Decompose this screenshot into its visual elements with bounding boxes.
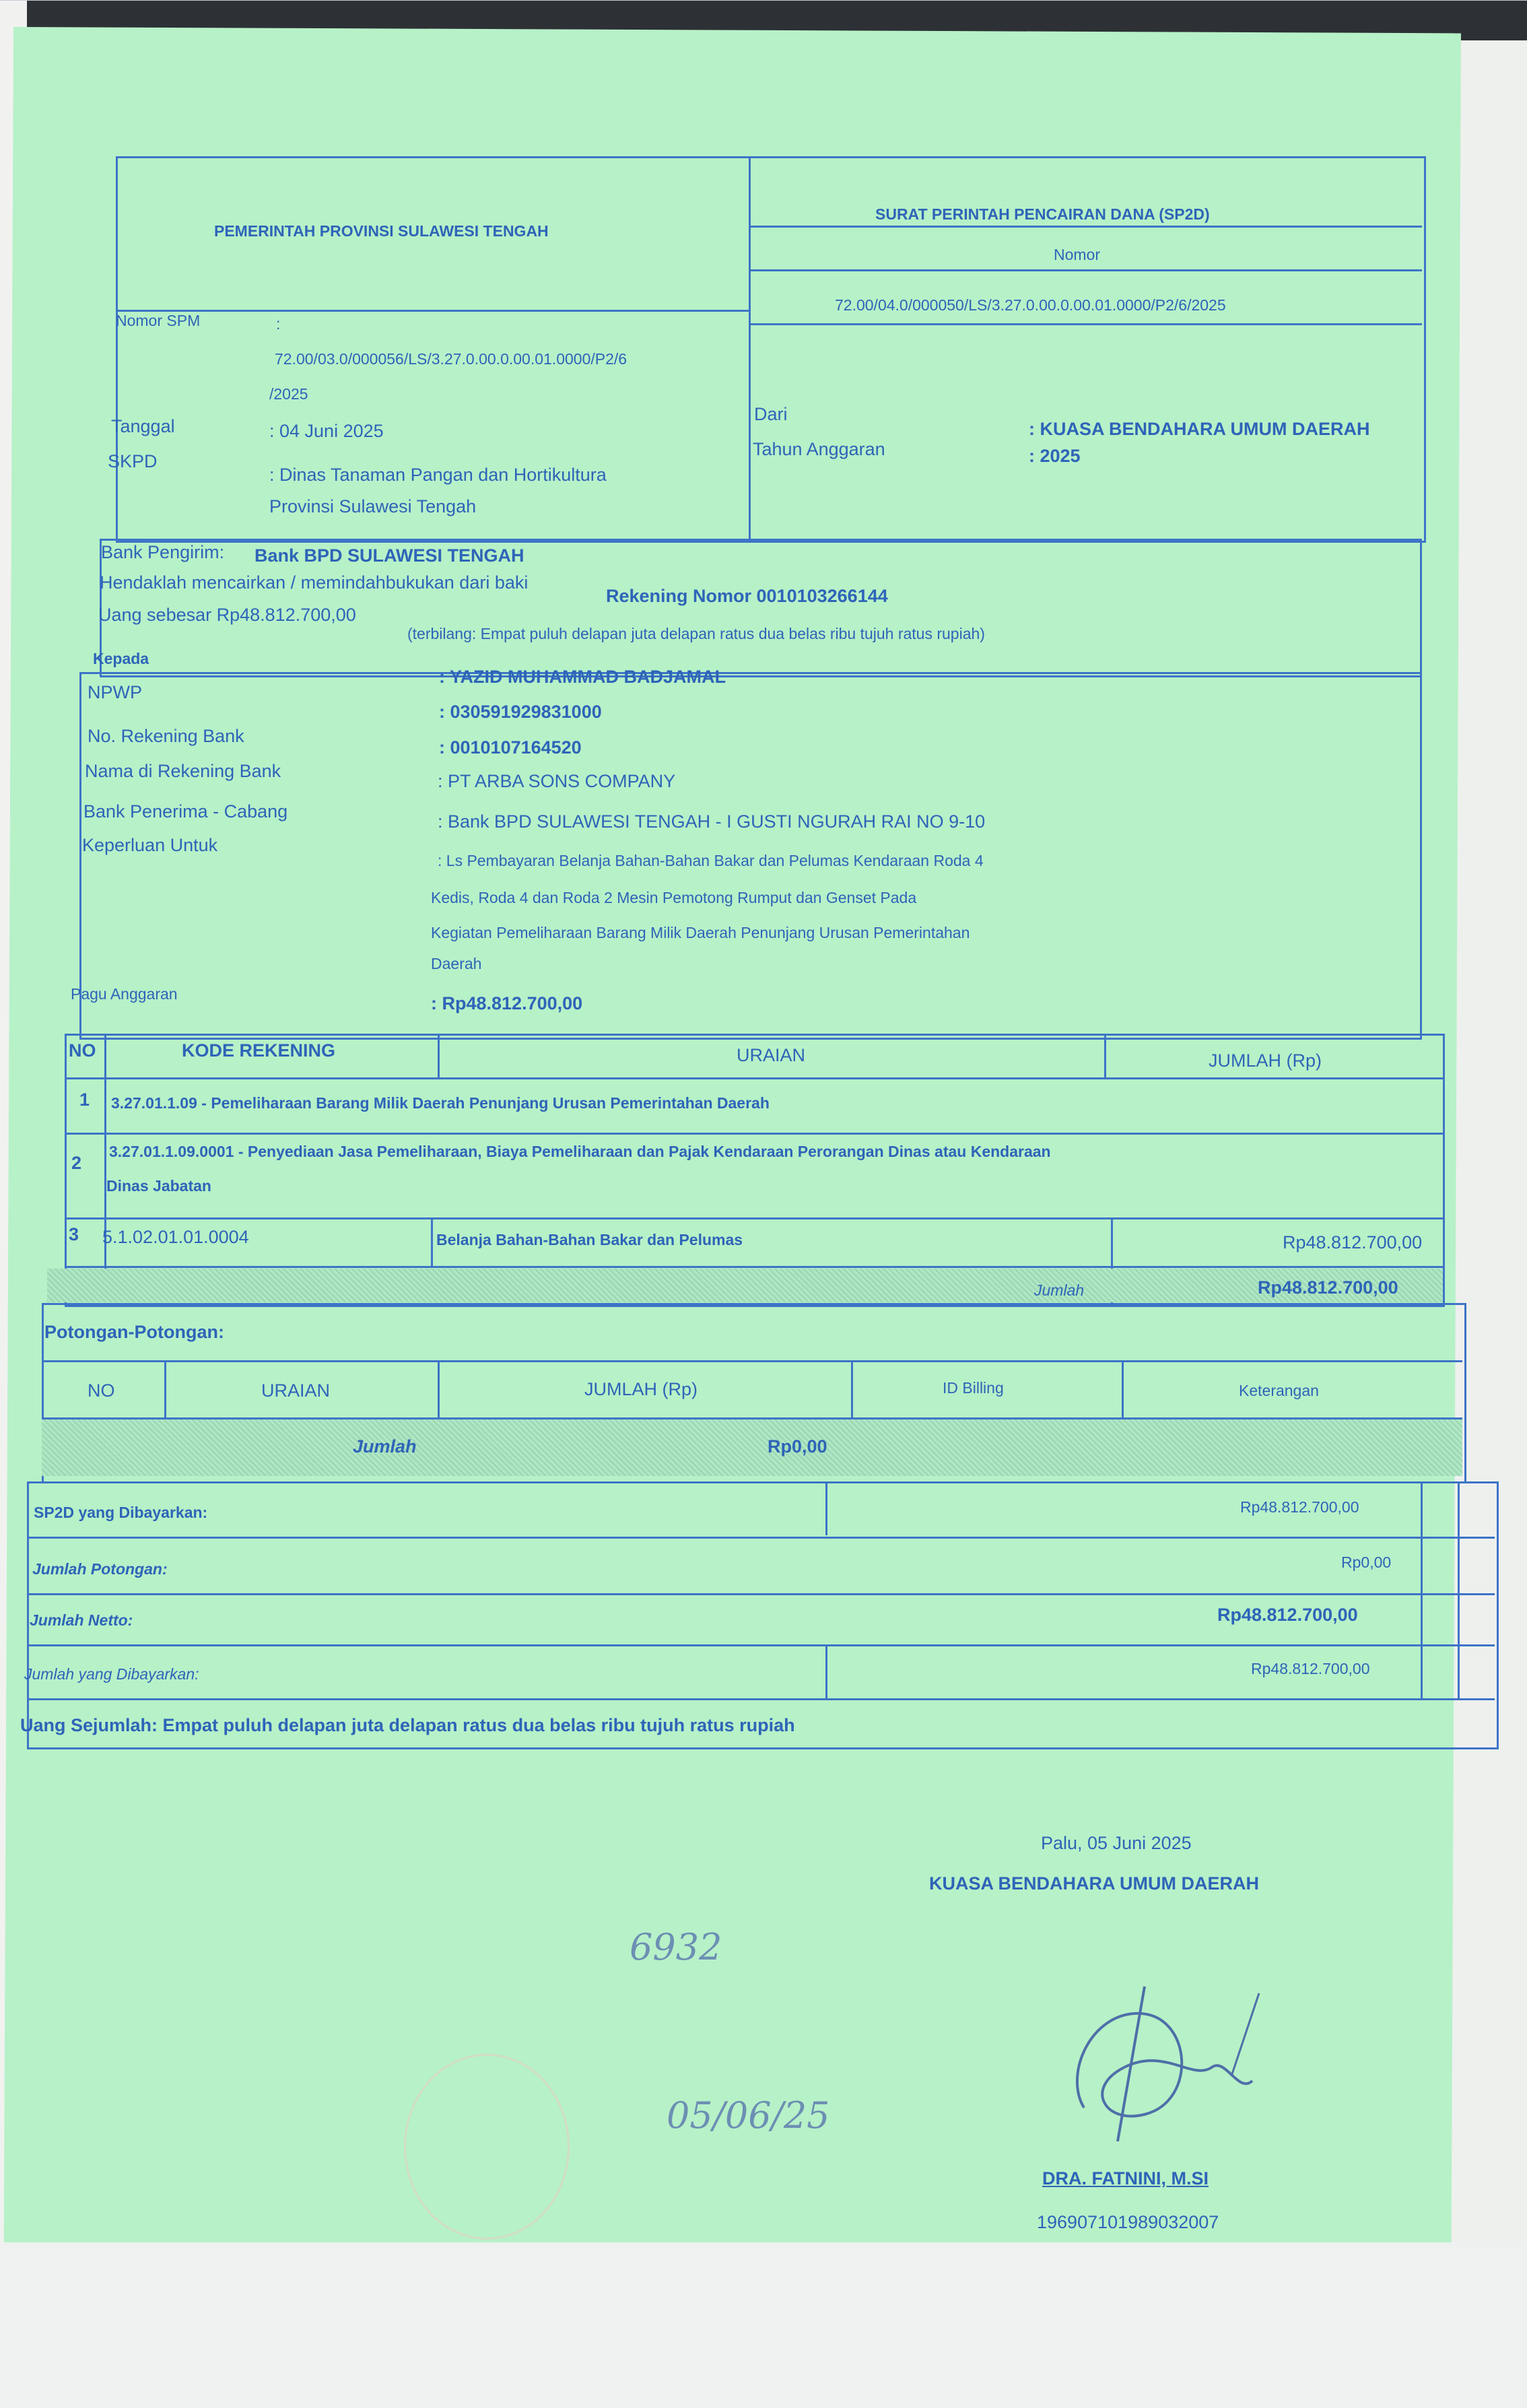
keperluan-label: Keperluan Untuk (82, 835, 218, 855)
rekening-jumlah-label: Jumlah (1034, 1281, 1085, 1299)
row3-uraian: Belanja Bahan-Bahan Bakar dan Pelumas (436, 1231, 743, 1248)
dari-value: : KUASA BENDAHARA UMUM DAERAH (1029, 419, 1370, 439)
summary-potongan-label: Jumlah Potongan: (32, 1560, 168, 1578)
signature-role: KUASA BENDAHARA UMUM DAERAH (929, 1873, 1259, 1894)
handwritten-note-number: 6932 (630, 1926, 722, 1968)
spm-number-label: Nomor SPM (116, 312, 201, 329)
keperluan-line2: Kedis, Roda 4 dan Roda 2 Mesin Pemotong Rumput dan Genset Pada (431, 889, 917, 906)
keperluan-line3: Kegiatan Pemeliharaan Barang Milik Daerah Penunjang Urusan Pemerintahan (431, 924, 970, 941)
pagu-label: Pagu Anggaran (71, 985, 178, 1003)
rekening-value: : 0010107164520 (439, 737, 582, 758)
signature-nip: 196907101989032007 (1037, 2212, 1219, 2232)
row1-no: 1 (79, 1090, 90, 1110)
npwp-label: NPWP (88, 682, 142, 702)
potongan-col-no: NO (88, 1380, 115, 1401)
spm-number-line2: /2025 (269, 385, 308, 403)
signature-place-date: Palu, 05 Juni 2025 (1041, 1833, 1192, 1853)
handwritten-signature-icon (1044, 1973, 1299, 2175)
potongan-col-id-billing: ID Billing (943, 1379, 1004, 1397)
spm-number-line1: 72.00/03.0/000056/LS/3.27.0.00.0.00.01.0000/P2/6 (275, 350, 627, 368)
nama-rekening-label: Nama di Rekening Bank (85, 761, 281, 781)
potongan-col-keterangan: Keterangan (1239, 1382, 1319, 1399)
amount-words: (terbilang: Empat puluh delapan juta delapan ratus dua belas ribu tujuh ratus rupiah) (407, 625, 985, 642)
coffee-stain (404, 2054, 570, 2240)
potongan-col-jumlah: JUMLAH (Rp) (584, 1379, 698, 1399)
row2-text-line1: 3.27.01.1.09.0001 - Penyediaan Jasa Pemeliharaan, Biaya Pemeliharaan dan Pajak Kendaraan Perorangan Dinas atau Kendaraan (109, 1143, 1051, 1160)
bank-penerima-value: : Bank BPD SULAWESI TENGAH - I GUSTI NGURAH RAI NO 9-10 (438, 811, 986, 832)
pagu-value: : Rp48.812.700,00 (431, 993, 583, 1013)
bank-pengirim-value: Bank BPD SULAWESI TENGAH (254, 545, 524, 566)
tahun-anggaran-label: Tahun Anggaran (753, 439, 885, 459)
dari-label: Dari (754, 404, 788, 424)
signature-name: DRA. FATNINI, M.SI (1042, 2168, 1209, 2188)
amount-prefix: Uang sebesar Rp48.812.700,00 (98, 605, 356, 625)
tanggal-value: : 04 Juni 2025 (269, 421, 384, 441)
potongan-jumlah-value: Rp0,00 (768, 1436, 827, 1457)
summary-dibayarkan-value: Rp48.812.700,00 (1251, 1660, 1370, 1677)
summary-netto-value: Rp48.812.700,00 (1217, 1605, 1358, 1625)
rekening-jumlah-shade (47, 1269, 1443, 1302)
col-kode-rekening: KODE REKENING (182, 1040, 336, 1061)
npwp-value: : 030591929831000 (439, 702, 602, 722)
skpd-value-line2: Provinsi Sulawesi Tengah (269, 496, 477, 516)
skpd-label: SKPD (108, 451, 158, 471)
row2-no: 2 (71, 1153, 82, 1173)
col-uraian: URAIAN (737, 1045, 806, 1065)
institution-name: PEMERINTAH PROVINSI SULAWESI TENGAH (214, 222, 549, 240)
instruction-text: Hendaklah mencairkan / memindahbukukan dari baki (100, 572, 529, 593)
summary-netto-label: Jumlah Netto: (30, 1611, 133, 1629)
potongan-title: Potongan-Potongan: (44, 1322, 224, 1342)
doc-title: SURAT PERINTAH PENCAIRAN DANA (SP2D) (875, 205, 1210, 223)
summary-dibayarkan-label: Jumlah yang Dibayarkan: (24, 1665, 199, 1683)
potongan-jumlah-shade (42, 1419, 1462, 1476)
terbilang-text: Uang Sejumlah: Empat puluh delapan juta delapan ratus dua belas ribu tujuh ratus rupiah (20, 1715, 795, 1735)
spm-number-colon: : (276, 315, 281, 333)
bank-penerima-label: Bank Penerima - Cabang (83, 801, 288, 822)
instruction-rekening: Rekening Nomor 0010103266144 (606, 586, 888, 606)
potongan-jumlah-label: Jumlah (353, 1436, 417, 1457)
nomor-label: Nomor (1054, 246, 1101, 263)
potongan-col-uraian: URAIAN (261, 1380, 331, 1401)
rekening-label: No. Rekening Bank (88, 726, 244, 746)
keperluan-line4: Daerah (431, 955, 482, 972)
tanggal-label: Tanggal (111, 416, 175, 436)
skpd-value-line1: : Dinas Tanaman Pangan dan Hortikultura (269, 465, 607, 485)
row3-no: 3 (69, 1224, 79, 1244)
summary-sp2d-value: Rp48.812.700,00 (1240, 1498, 1359, 1516)
kepada-value: : YAZID MUHAMMAD BADJAMAL (439, 667, 726, 687)
summary-potongan-value: Rp0,00 (1341, 1553, 1392, 1571)
header-divider (749, 156, 751, 541)
row2-text-line2: Dinas Jabatan (106, 1177, 211, 1195)
summary-sp2d-label: SP2D yang Dibayarkan: (34, 1504, 208, 1521)
row3-kode: 5.1.02.01.01.0004 (102, 1227, 249, 1247)
kepada-label: Kepada (93, 650, 149, 667)
handwritten-note-date: 05/06/25 (667, 2094, 830, 2137)
tahun-anggaran-value: : 2025 (1029, 446, 1081, 466)
col-no: NO (69, 1040, 96, 1061)
keperluan-line1: : Ls Pembayaran Belanja Bahan-Bahan Bakar dan Pelumas Kendaraan Roda 4 (438, 852, 984, 869)
nama-rekening-value: : PT ARBA SONS COMPANY (438, 771, 676, 791)
row3-jumlah: Rp48.812.700,00 (1283, 1232, 1423, 1252)
row1-text: 3.27.01.1.09 - Pemeliharaan Barang Milik Daerah Penunjang Urusan Pemerintahan Daerah (111, 1094, 770, 1112)
rekening-jumlah-value: Rp48.812.700,00 (1258, 1277, 1398, 1298)
col-jumlah: JUMLAH (Rp) (1209, 1050, 1322, 1071)
sp2d-number: 72.00/04.0/000050/LS/3.27.0.00.0.00.01.0000/P2/6/2025 (835, 296, 1226, 314)
bank-pengirim-label: Bank Pengirim: (101, 542, 225, 562)
